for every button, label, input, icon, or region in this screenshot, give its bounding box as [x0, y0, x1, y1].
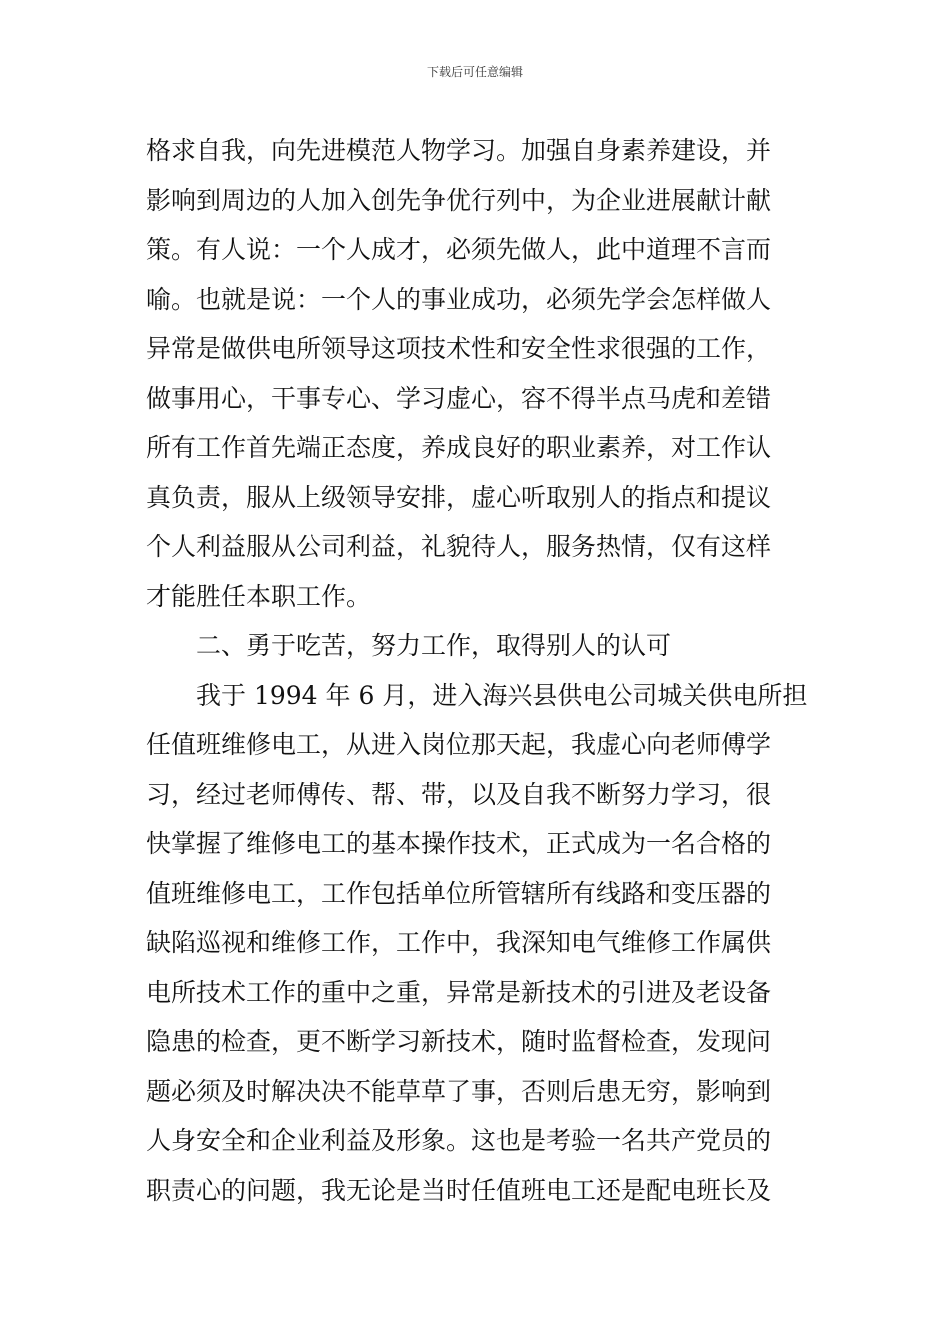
text-line: 习，经过老师傅传、帮、带，以及自我不断努力学习，很 [146, 779, 772, 809]
text-line: 策。有人说：一个人成才，必须先做人，此中道理不言而 [146, 235, 772, 264]
text-line: 任值班维修电工，从进入岗位那天起，我虚心向老师傅学 [146, 730, 772, 759]
paragraph-start-line: 我于 1994 年 6 月，进入海兴县供电公司城关供电所担 [196, 680, 808, 710]
text-line: 喻。也就是说：一个人的事业成功，必须先学会怎样做人 [146, 284, 772, 314]
text-line: 题必须及时解决决不能草草了事，否则后患无穷，影响到 [146, 1076, 772, 1106]
body-text [146, 126, 811, 1215]
text-line: 人身安全和企业利益及形象。这也是考验一名共产党员的 [146, 1126, 772, 1155]
text-line: 做事用心，干事专心、学习虚心，容不得半点马虎和差错 [146, 383, 772, 413]
text-line: 电所技术工作的重中之重，异常是新技术的引进及老设备 [146, 977, 772, 1007]
text-line: 职责心的问题，我无论是当时任值班电工还是配电班长及 [146, 1175, 772, 1205]
text-line: 才能胜任本职工作。 [146, 581, 372, 611]
text-line: 真负责，服从上级领导安排，虚心听取别人的指点和提议 [146, 482, 772, 512]
text-line: 所有工作首先端正态度，养成良好的职业素养，对工作认 [146, 433, 772, 462]
section-heading: 二、勇于吃苦，努力工作，取得别人的认可 [196, 631, 672, 660]
text-line: 格求自我，向先进模范人物学习。加强自身素养建设，并 [146, 136, 772, 165]
text-line: 快掌握了维修电工的基本操作技术，正式成为一名合格的 [146, 829, 772, 858]
page-header: 下载后可任意编辑 [426, 65, 523, 79]
text-line: 个人利益服从公司利益，礼貌待人，服务热情，仅有这样 [146, 532, 772, 561]
text-line: 值班维修电工，工作包括单位所管辖所有线路和变压器的 [146, 878, 772, 908]
text-line: 缺陷巡视和维修工作，工作中，我深知电气维修工作属供 [146, 928, 772, 957]
text-line: 影响到周边的人加入创先争优行列中，为企业进展献计献 [146, 185, 772, 215]
text-line: 隐患的检查，更不断学习新技术，随时监督检查，发现问 [146, 1027, 772, 1056]
text-line: 异常是做供电所领导这项技术性和安全性求很强的工作， [146, 334, 772, 363]
